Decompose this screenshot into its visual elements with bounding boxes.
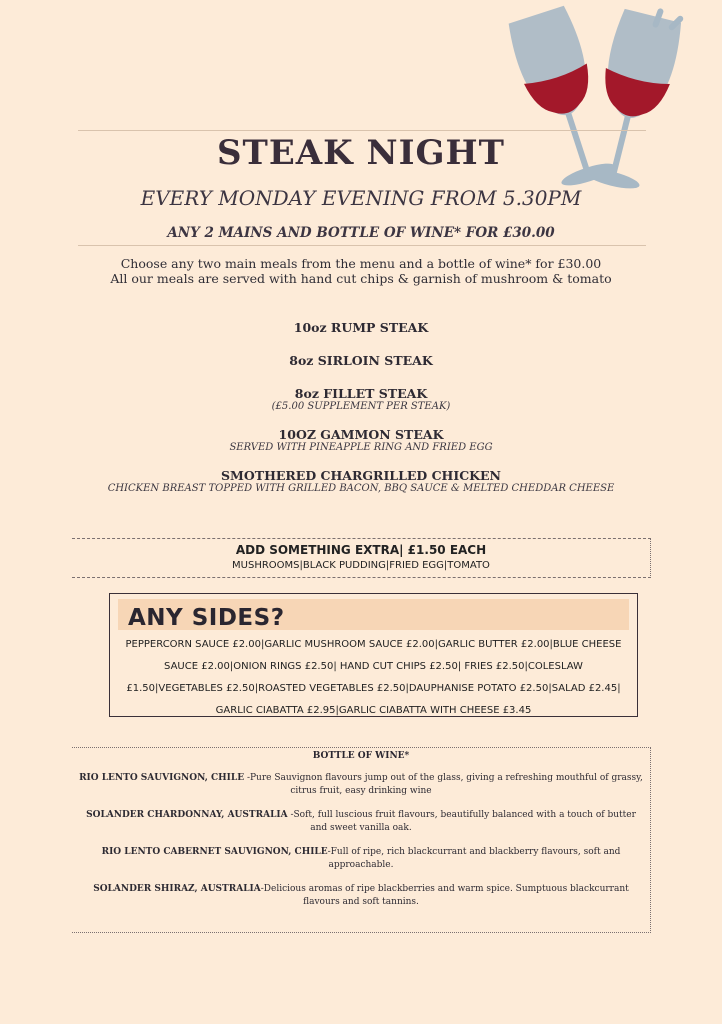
wine-desc: -Soft, full luscious fruit flavours, beautifully balanced with a touch of butter and sweet vanilla oak. — [287, 810, 636, 833]
extras-title: ADD SOMETHING EXTRA| £1.50 EACH — [235, 543, 487, 557]
mains-list — [0, 320, 722, 508]
wine-name: SOLANDER CHARDONNAY, AUSTRALIA — [86, 810, 288, 820]
main-name: SMOTHERED CHARGRILLED CHICKEN — [221, 468, 501, 483]
main-desc: (£5.00 SUPPLEMENT PER STEAK) — [271, 401, 451, 412]
offer-line: ANY 2 MAINS AND BOTTLE OF WINE* FOR £30.00 — [167, 225, 555, 241]
main-name: 8oz SIRLOIN STEAK — [289, 353, 433, 368]
main-item — [0, 427, 722, 454]
intro-line-1: Choose any two main meals from the menu and a bottle of wine* for £30.00 — [120, 256, 602, 271]
page-title: STEAK NIGHT — [217, 133, 505, 173]
sides-header — [118, 599, 629, 630]
wine-name: RIO LENTO CABERNET SAUVIGNON, CHILE — [101, 847, 328, 857]
wine-glasses-icon — [495, 0, 722, 205]
wine-name: RIO LENTO SAUVIGNON, CHILE — [79, 773, 245, 783]
extras-items: MUSHROOMS|BLACK PUDDING|FRIED EGG|TOMATO — [232, 560, 490, 571]
main-name: 10OZ GAMMON STEAK — [278, 427, 444, 442]
wine-item — [78, 772, 644, 798]
main-desc: CHICKEN BREAST TOPPED WITH GRILLED BACON, BBQ SAUCE & MELTED CHEDDAR CHEESE — [107, 483, 615, 494]
wine-desc: -Full of ripe, rich blackcurrant and blackberry flavours, soft and approachable. — [327, 847, 621, 870]
wine-desc: -Delicious aromas of ripe blackberries and warm spice. Sumptuous blackcurrant flavours and soft tannins. — [260, 884, 629, 907]
main-item — [0, 320, 722, 335]
wine-header: BOTTLE OF WINE* — [312, 751, 410, 761]
main-item — [0, 468, 722, 495]
wine-box — [72, 747, 651, 933]
page-subtitle: EVERY MONDAY EVENING FROM 5.30PM — [140, 186, 582, 210]
offer-divider — [78, 245, 646, 246]
intro-line-2: All our meals are served with hand cut chips & garnish of mushroom & tomato — [110, 271, 612, 286]
sides-box — [109, 593, 638, 717]
wine-item — [78, 883, 644, 909]
top-divider — [78, 130, 646, 131]
sides-list: PEPPERCORN SAUCE £2.00|GARLIC MUSHROOM SAUCE £2.00|GARLIC BUTTER £2.00|BLUE CHEESE SAUCE £2.00|ONION RINGS £2.50| HAND CUT CHIPS £2.50| FRIES £2.50|COLESLAW £1.50|VEGETABLES £2.50|ROASTED VEGETABLES £2.50|DAUPHANISE POTATO £2.50|SALAD £2.45| GARLIC CIABATTA £2.95|GARLIC CIABATTA WITH CHEESE £3.45 — [125, 639, 622, 716]
main-name: 10oz RUMP STEAK — [293, 320, 429, 335]
main-item — [0, 353, 722, 368]
wine-desc: -Pure Sauvignon flavours jump out of the glass, giving a refreshing mouthful of grassy, citrus fruit, easy drinking wine — [244, 773, 643, 796]
main-item — [0, 386, 722, 413]
wine-item — [78, 846, 644, 872]
wine-name: SOLANDER SHIRAZ, AUSTRALIA — [93, 884, 261, 894]
main-desc: SERVED WITH PINEAPPLE RING AND FRIED EGG — [229, 442, 493, 453]
wine-item — [78, 809, 644, 835]
sides-title: ANY SIDES? — [128, 605, 285, 631]
main-name: 8oz FILLET STEAK — [294, 386, 428, 401]
extras-box — [72, 538, 651, 578]
intro-text — [0, 256, 722, 286]
